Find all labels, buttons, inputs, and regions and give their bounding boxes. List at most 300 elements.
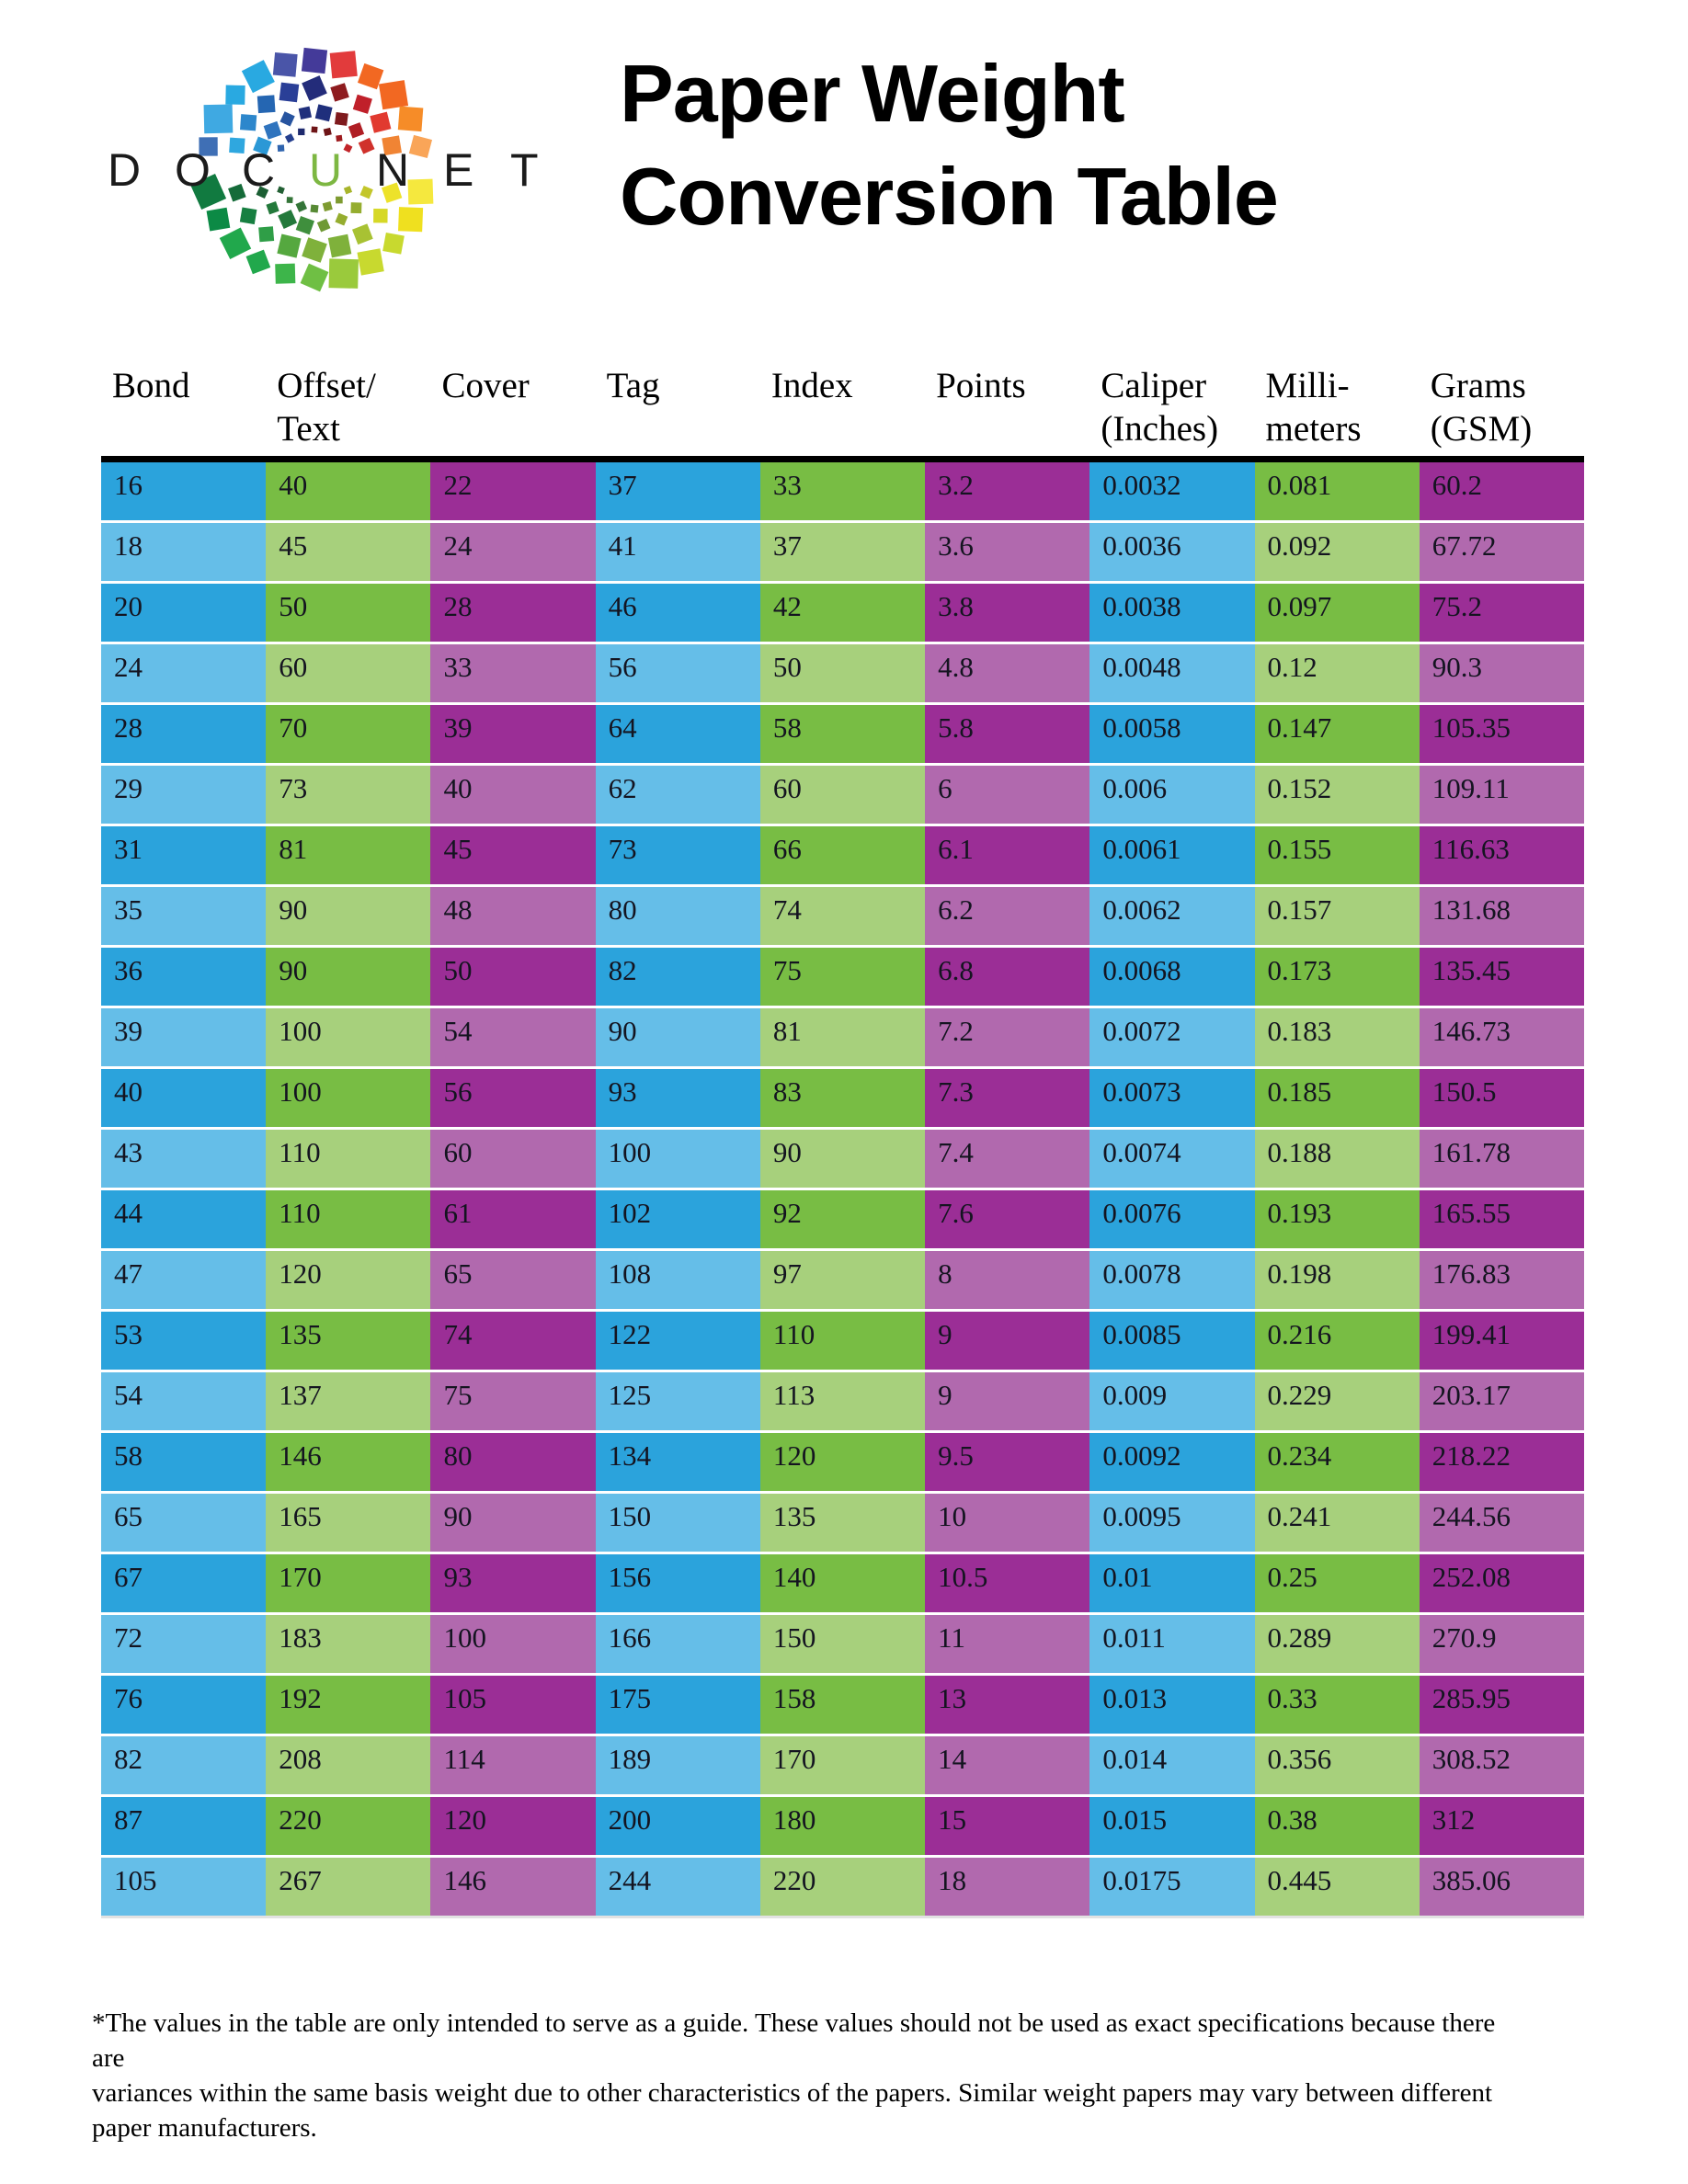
table-cell: 93 [430,1554,595,1615]
logo-mosaic-square [296,200,308,212]
table-cell: 0.198 [1255,1251,1420,1312]
table-cell: 267 [266,1858,430,1918]
table-cell: 0.015 [1089,1797,1254,1858]
column-header: Points [936,366,1026,405]
table-cell: 146 [266,1433,430,1494]
table-cell: 114 [430,1736,595,1797]
table-row [101,826,1584,887]
table-cell: 6.2 [925,887,1089,948]
table-cell: 62 [596,766,760,826]
table-row [101,705,1584,766]
table-row [101,1494,1584,1554]
conversion-table [101,362,1584,1918]
table-cell: 218.22 [1420,1433,1584,1494]
table-cell: 82 [101,1736,266,1797]
logo-mosaic-square [357,248,383,275]
table-cell: 13 [925,1676,1089,1736]
table-cell: 90.3 [1420,644,1584,705]
logo-mosaic-square [225,85,245,105]
table-cell: 189 [596,1736,760,1797]
table-row [101,1676,1584,1736]
table-cell: 90 [760,1130,925,1190]
table-cell: 54 [430,1008,595,1069]
conversion-table-body [101,462,1584,1918]
table-cell: 0.155 [1255,826,1420,887]
table-cell: 312 [1420,1797,1584,1858]
table-cell: 50 [430,948,595,1008]
table-cell: 60.2 [1420,462,1584,523]
table-cell: 46 [596,584,760,644]
table-cell: 0.173 [1255,948,1420,1008]
table-cell: 97 [760,1251,925,1312]
table-cell: 28 [430,584,595,644]
table-cell: 105.35 [1420,705,1584,766]
table-cell: 90 [430,1494,595,1554]
table-cell: 113 [760,1372,925,1433]
logo-mosaic-square [258,226,274,242]
table-row [101,1615,1584,1676]
table-cell: 0.0032 [1089,462,1254,523]
table-cell: 0.445 [1255,1858,1420,1918]
table-cell: 90 [596,1008,760,1069]
column-header: Tag [606,366,660,405]
table-cell: 0.0062 [1089,887,1254,948]
table-row [101,766,1584,826]
table-cell: 156 [596,1554,760,1615]
table-cell: 0.0076 [1089,1190,1254,1251]
table-cell: 3.8 [925,584,1089,644]
table-cell: 43 [101,1130,266,1190]
table-cell: 47 [101,1251,266,1312]
table-cell: 0.0074 [1089,1130,1254,1190]
table-cell: 0.25 [1255,1554,1420,1615]
table-cell: 66 [760,826,925,887]
table-cell: 53 [101,1312,266,1372]
table-cell: 110 [266,1190,430,1251]
table-cell: 5.8 [925,705,1089,766]
table-cell: 7.2 [925,1008,1089,1069]
logo-letter: C [242,144,276,196]
table-cell: 33 [760,462,925,523]
table-cell: 65 [101,1494,266,1554]
table-cell: 0.183 [1255,1008,1420,1069]
table-cell: 16 [101,462,266,523]
table-cell: 150.5 [1420,1069,1584,1130]
logo-mosaic-square [336,197,343,204]
logo-mosaic-square [335,213,348,226]
table-cell: 0.157 [1255,887,1420,948]
table-cell: 28 [101,705,266,766]
table-cell: 0.014 [1089,1736,1254,1797]
logo-mosaic-square [301,264,329,292]
table-cell: 73 [596,826,760,887]
logo-mosaic-square [379,80,408,109]
table-cell: 0.147 [1255,705,1420,766]
table-cell: 42 [760,584,925,644]
logo-mosaic-square [335,112,348,126]
logo-mosaic-square [220,228,251,259]
logo-mosaic-square [257,95,276,113]
logo-mosaic-square [336,135,342,142]
table-cell: 18 [925,1858,1089,1918]
table-cell: 166 [596,1615,760,1676]
page-title-line1: Paper Weight [620,48,1124,139]
table-row [101,1190,1584,1251]
logo-mosaic-square [350,202,361,213]
table-cell: 100 [596,1130,760,1190]
table-cell: 0.011 [1089,1615,1254,1676]
table-cell: 137 [266,1372,430,1433]
table-cell: 92 [760,1190,925,1251]
table-cell: 0.0175 [1089,1858,1254,1918]
table-cell: 24 [101,644,266,705]
logo-mosaic-square [277,233,301,257]
logo-mosaic-square [242,60,275,93]
page-title [620,42,1278,248]
footnote [92,2006,1508,2145]
table-cell: 135 [760,1494,925,1554]
table-cell: 7.3 [925,1069,1089,1130]
table-cell: 61 [430,1190,595,1251]
table-cell: 45 [430,826,595,887]
table-row [101,1008,1584,1069]
table-cell: 24 [430,523,595,584]
table-cell: 0.0073 [1089,1069,1254,1130]
table-cell: 0.009 [1089,1372,1254,1433]
table-cell: 192 [266,1676,430,1736]
table-cell: 10.5 [925,1554,1089,1615]
table-cell: 75 [430,1372,595,1433]
table-cell: 135.45 [1420,948,1584,1008]
table-cell: 14 [925,1736,1089,1797]
table-cell: 120 [266,1251,430,1312]
logo-mosaic-square [298,129,304,135]
table-cell: 7.6 [925,1190,1089,1251]
table-cell: 87 [101,1797,266,1858]
logo-mosaic-square [328,234,352,258]
logo-letter: O [175,144,211,196]
table-cell: 37 [596,462,760,523]
logo-mosaic-square [382,233,405,255]
table-cell: 140 [760,1554,925,1615]
table-cell: 0.289 [1255,1615,1420,1676]
table-cell: 0.241 [1255,1494,1420,1554]
table-cell: 22 [430,462,595,523]
table-cell: 60 [760,766,925,826]
table-cell: 0.081 [1255,462,1420,523]
table-cell: 39 [101,1008,266,1069]
table-cell: 134 [596,1433,760,1494]
table-row [101,462,1584,523]
table-cell: 9 [925,1372,1089,1433]
table-cell: 308.52 [1420,1736,1584,1797]
table-cell: 37 [760,523,925,584]
table-cell: 67.72 [1420,523,1584,584]
logo-mosaic-square [317,219,331,233]
table-cell: 270.9 [1420,1615,1584,1676]
table-cell: 0.188 [1255,1130,1420,1190]
table-cell: 110 [760,1312,925,1372]
table-cell: 39 [430,705,595,766]
table-cell: 158 [760,1676,925,1736]
table-cell: 109.11 [1420,766,1584,826]
logo-mosaic-square [277,186,285,194]
table-cell: 56 [596,644,760,705]
table-row [101,1797,1584,1858]
logo-mosaic-square [207,208,231,232]
table-row [101,584,1584,644]
column-header: Cover [441,366,530,405]
table-row [101,1069,1584,1130]
table-cell: 150 [760,1615,925,1676]
table-row [101,948,1584,1008]
table-cell: 0.185 [1255,1069,1420,1130]
table-cell: 244.56 [1420,1494,1584,1554]
column-header: Index [770,366,853,405]
logo-mosaic-square [246,250,271,275]
column-header: Offset/ Text [277,366,376,449]
logo-mosaic-square [273,52,298,77]
table-cell: 74 [430,1312,595,1372]
table-cell: 200 [596,1797,760,1858]
table-cell: 74 [760,887,925,948]
logo-mosaic-square [348,122,364,138]
table-cell: 0.234 [1255,1433,1420,1494]
logo-mosaic-square [279,111,294,126]
table-cell: 33 [430,644,595,705]
table-cell: 3.6 [925,523,1089,584]
table-cell: 0.193 [1255,1190,1420,1251]
table-cell: 36 [101,948,266,1008]
logo-mosaic-square [302,75,327,101]
table-cell: 170 [760,1736,925,1797]
table-cell: 0.0058 [1089,705,1254,766]
table-cell: 0.092 [1255,523,1420,584]
table-cell: 41 [596,523,760,584]
table-cell: 208 [266,1736,430,1797]
table-cell: 0.006 [1089,766,1254,826]
table-cell: 0.01 [1089,1554,1254,1615]
table-cell: 45 [266,523,430,584]
table-row [101,1736,1584,1797]
table-cell: 80 [430,1433,595,1494]
table-cell: 100 [430,1615,595,1676]
table-cell: 75.2 [1420,584,1584,644]
table-cell: 44 [101,1190,266,1251]
table-cell: 0.38 [1255,1797,1420,1858]
table-cell: 183 [266,1615,430,1676]
table-cell: 0.0036 [1089,523,1254,584]
table-row [101,887,1584,948]
table-row [101,1130,1584,1190]
table-cell: 220 [266,1797,430,1858]
logo-mosaic-square [344,143,353,153]
logo-mosaic-square [409,135,432,158]
column-header: Caliper (Inches) [1101,366,1219,449]
table-cell: 82 [596,948,760,1008]
table-cell: 48 [430,887,595,948]
footnote-line: *The values in the table are only intended to serve as a guide. These values should not be used as exact specifications because there are [92,2008,1496,2073]
table-cell: 110 [266,1130,430,1190]
logo-mosaic-square [311,126,317,132]
column-header: Bond [112,366,190,405]
table-cell: 165 [266,1494,430,1554]
logo-mosaic-square [240,114,257,131]
logo-letter: D [108,144,142,196]
column-header: Milli- meters [1265,366,1362,449]
table-cell: 220 [760,1858,925,1918]
table-cell: 105 [430,1676,595,1736]
table-cell: 7.4 [925,1130,1089,1190]
table-cell: 100 [266,1069,430,1130]
table-cell: 40 [101,1069,266,1130]
table-cell: 0.013 [1089,1676,1254,1736]
logo-mosaic-square [330,83,348,101]
table-cell: 0.356 [1255,1736,1420,1797]
logo-letter: E [443,144,474,196]
logo-mosaic-square [398,107,424,132]
table-cell: 6 [925,766,1089,826]
table-cell: 60 [430,1130,595,1190]
logo-mosaic-square [279,83,300,103]
table-row [101,1858,1584,1918]
logo-mosaic-square [373,209,388,223]
logo-mosaic-square [353,95,372,114]
logo-mosaic-square [323,201,333,211]
table-cell: 8 [925,1251,1089,1312]
table-cell: 67 [101,1554,266,1615]
table-cell: 165.55 [1420,1190,1584,1251]
table-cell: 29 [101,766,266,826]
table-cell: 0.0038 [1089,584,1254,644]
table-cell: 58 [101,1433,266,1494]
logo-mosaic-square [352,223,373,245]
logo-mosaic-square [359,138,375,154]
logo-mosaic-square [287,197,293,203]
table-cell: 20 [101,584,266,644]
table-cell: 0.0072 [1089,1008,1254,1069]
table-cell: 10 [925,1494,1089,1554]
table-cell: 90 [266,948,430,1008]
table-cell: 0.152 [1255,766,1420,826]
table-cell: 0.216 [1255,1312,1420,1372]
logo-mosaic-square [370,112,391,133]
table-cell: 35 [101,887,266,948]
logo-mosaic-square [315,104,333,121]
table-cell: 100 [266,1008,430,1069]
table-cell: 176.83 [1420,1251,1584,1312]
docunet-logo [85,20,544,310]
logo-mosaic-square [330,51,358,78]
table-cell: 54 [101,1372,266,1433]
table-cell: 6.8 [925,948,1089,1008]
table-cell: 70 [266,705,430,766]
table-cell: 105 [101,1858,266,1918]
table-cell: 4.8 [925,644,1089,705]
table-row [101,1554,1584,1615]
table-cell: 0.097 [1255,584,1420,644]
table-cell: 180 [760,1797,925,1858]
table-cell: 170 [266,1554,430,1615]
logo-mosaic-square [285,133,294,142]
table-cell: 0.0085 [1089,1312,1254,1372]
logo-mosaic-square [264,121,282,140]
table-cell: 76 [101,1676,266,1736]
table-cell: 50 [266,584,430,644]
column-header: Grams (GSM) [1430,366,1533,449]
table-cell: 161.78 [1420,1130,1584,1190]
logo-letter: T [510,144,539,196]
logo-mosaic-square [359,186,372,199]
docunet-logo-graphic [85,20,544,310]
table-cell: 0.33 [1255,1676,1420,1736]
table-row [101,1251,1584,1312]
table-cell: 102 [596,1190,760,1251]
table-cell: 122 [596,1312,760,1372]
table-cell: 15 [925,1797,1089,1858]
table-cell: 146.73 [1420,1008,1584,1069]
logo-letter: U [309,144,343,196]
logo-mosaic-square [407,179,433,205]
table-cell: 244 [596,1858,760,1918]
table-cell: 90 [266,887,430,948]
logo-mosaic-square [344,186,352,194]
logo-mosaic-square [266,201,279,214]
table-cell: 60 [266,644,430,705]
logo-mosaic-square [299,107,312,119]
table-cell: 385.06 [1420,1858,1584,1918]
table-cell: 0.0078 [1089,1251,1254,1312]
table-cell: 146 [430,1858,595,1918]
conversion-table-header [101,362,1584,456]
logo-mosaic-square [296,216,314,234]
table-cell: 6.1 [925,826,1089,887]
table-cell: 125 [596,1372,760,1433]
table-cell: 150 [596,1494,760,1554]
footnote-line: paper manufacturers. [92,2113,317,2143]
table-cell: 56 [430,1069,595,1130]
logo-mosaic-square [302,237,327,263]
logo-mosaic-square [310,204,318,212]
table-row [101,1433,1584,1494]
table-cell: 252.08 [1420,1554,1584,1615]
table-cell: 31 [101,826,266,887]
table-cell: 0.0095 [1089,1494,1254,1554]
table-row [101,523,1584,584]
table-cell: 199.41 [1420,1312,1584,1372]
table-cell: 0.229 [1255,1372,1420,1433]
footnote-line: variances within the same basis weight due to other characteristics of the papers. Similar weight papers may vary between different [92,2078,1493,2108]
table-cell: 120 [760,1433,925,1494]
table-cell: 50 [760,644,925,705]
table-cell: 18 [101,523,266,584]
table-cell: 9 [925,1312,1089,1372]
table-cell: 0.0092 [1089,1433,1254,1494]
logo-mosaic-square [204,104,234,133]
table-cell: 135 [266,1312,430,1372]
table-cell: 0.0061 [1089,826,1254,887]
logo-mosaic-square [302,48,327,74]
table-cell: 120 [430,1797,595,1858]
logo-letter: N [376,144,410,196]
header-rule [101,456,1584,462]
table-cell: 175 [596,1676,760,1736]
logo-mosaic-square [329,258,359,288]
logo-mosaic-square [275,264,295,284]
table-cell: 81 [760,1008,925,1069]
logo-mosaic-square [398,207,423,232]
table-cell: 0.0068 [1089,948,1254,1008]
